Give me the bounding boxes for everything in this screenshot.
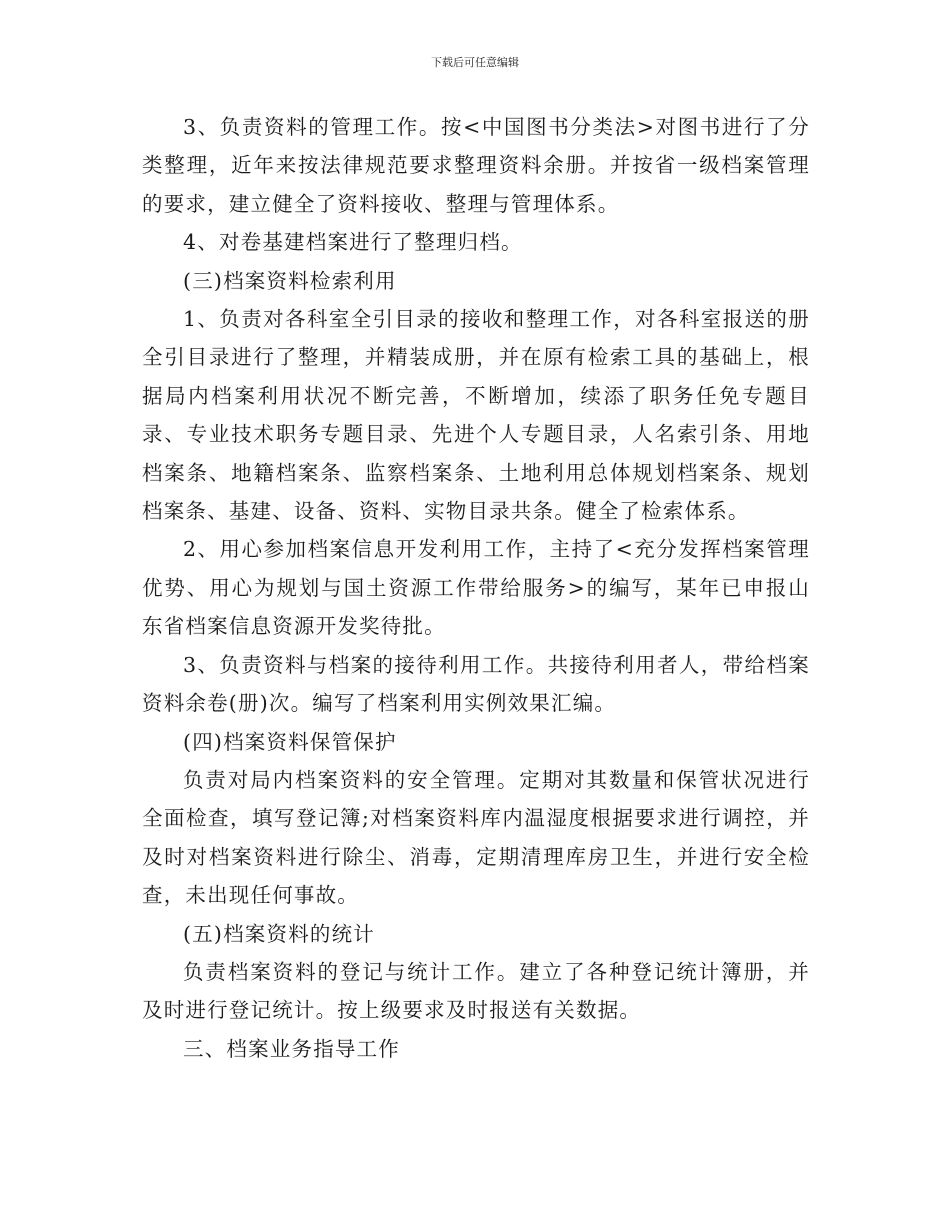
paragraph-resource-management: 3、负责资料的管理工作。按<中国图书分类法>对图书进行了分类整理，近年来按法律规范要求整理资料余册。并按省一级档案管理的要求，建立健全了资料接收、整理与管理体系。: [142, 115, 810, 216]
paragraph-catalog-work: 1、负责对各科室全引目录的接收和整理工作，对各科室报送的册全引目录进行了整理，并精装成册，并在原有检索工具的基础上，根据局内档案利用状况不断完善，不断增加，续添了职务任免专题目录、专业技术职务专题目录、先进个人专题目录，人名索引条、用地档案条、地籍档案条、监察档案条、土地利用总体规划档案条、规划档案条、基建、设备、资料、实物目录共条。健全了检索体系。: [142, 307, 810, 524]
section-heading-guidance: 三、档案业务指导工作: [183, 1036, 400, 1061]
paragraph-archive-filing: 4、对卷基建档案进行了整理归档。: [183, 230, 523, 255]
paragraph-statistics-work: 负责档案资料的登记与统计工作。建立了各种登记统计簿册，并及时进行登记统计。按上级要求及时报送有关数据。: [142, 959, 810, 1023]
document-body: [142, 108, 810, 1068]
paragraph-reception-use: 3、负责资料与档案的接待利用工作。共接待利用者人，带给档案资料余卷(册)次。编写了档案利用实例效果汇编。: [142, 652, 810, 716]
page-header: 下载后可任意编辑: [431, 56, 519, 69]
section-heading-preservation: (四)档案资料保管保护: [183, 729, 397, 754]
paragraph-info-development: 2、用心参加档案信息开发利用工作，主持了<充分发挥档案管理优势、用心为规划与国土资源工作带给服务>的编写，某年已申报山东省档案信息资源开发奖待批。: [142, 537, 810, 639]
section-heading-statistics: (五)档案资料的统计: [183, 921, 375, 946]
section-heading-retrieval: (三)档案资料检索利用: [183, 268, 397, 293]
paragraph-safety-management: 负责对局内档案资料的安全管理。定期对其数量和保管状况进行全面检查，填写登记簿;对档案资料库内温湿度根据要求进行调控，并及时对档案资料进行除尘、消毒，定期清理库房卫生，并进行安全检查，未出现任何事故。: [142, 767, 810, 908]
